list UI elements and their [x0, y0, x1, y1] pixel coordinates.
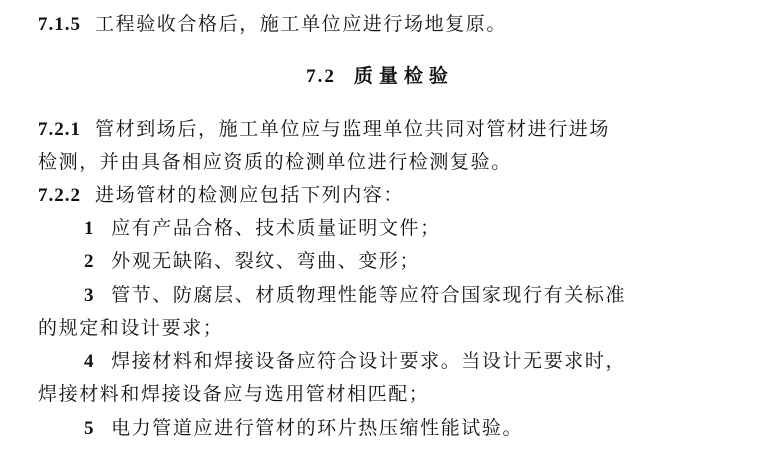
list-item-4-continuation [38, 382, 429, 406]
item-text: 的规定和设计要求； [38, 317, 224, 339]
item-text: 外观无缺陷、裂纹、弯曲、变形； [111, 250, 421, 272]
clause-text: 检测，并由具备相应资质的检测单位进行检测复验。 [38, 151, 512, 173]
list-item-4 [84, 349, 626, 374]
clause-text: 进场管材的检测应包括下列内容： [95, 184, 405, 206]
clause-7-2-1 [38, 117, 610, 142]
list-item-1 [84, 216, 441, 241]
item-number: 2 [84, 251, 96, 272]
clause-7-2-2 [38, 183, 404, 208]
item-number: 4 [84, 351, 96, 372]
clause-7-2-1-continuation [38, 150, 512, 174]
list-item-3-continuation [38, 316, 223, 340]
item-text: 焊接材料和焊接设备应与选用管材相匹配； [38, 383, 430, 405]
item-text: 管节、防腐层、材质物理性能等应符合国家现行有关标准 [111, 284, 627, 306]
item-number: 1 [84, 218, 96, 239]
item-text: 应有产品合格、技术质量证明文件； [111, 217, 441, 239]
clause-number: 7.2.2 [38, 185, 81, 206]
section-number: 7.2 [306, 66, 336, 87]
item-number: 3 [84, 285, 96, 306]
item-text: 电力管道应进行管材的环片热压缩性能试验。 [111, 417, 524, 439]
clause-text: 工程验收合格后，施工单位应进行场地复原。 [95, 13, 508, 35]
clause-7-1-5 [38, 12, 507, 37]
clause-text: 管材到场后，施工单位应与监理单位共同对管材进行进场 [95, 118, 611, 140]
list-item-3 [84, 283, 626, 308]
list-item-5 [84, 416, 523, 441]
item-number: 5 [84, 418, 96, 439]
clause-number: 7.2.1 [38, 119, 81, 140]
section-heading [0, 64, 760, 89]
section-title: 质量检验 [353, 65, 454, 87]
list-item-2 [84, 249, 420, 274]
clause-number: 7.1.5 [38, 14, 81, 35]
item-text: 焊接材料和焊接设备应符合设计要求。当设计无要求时， [111, 350, 627, 372]
